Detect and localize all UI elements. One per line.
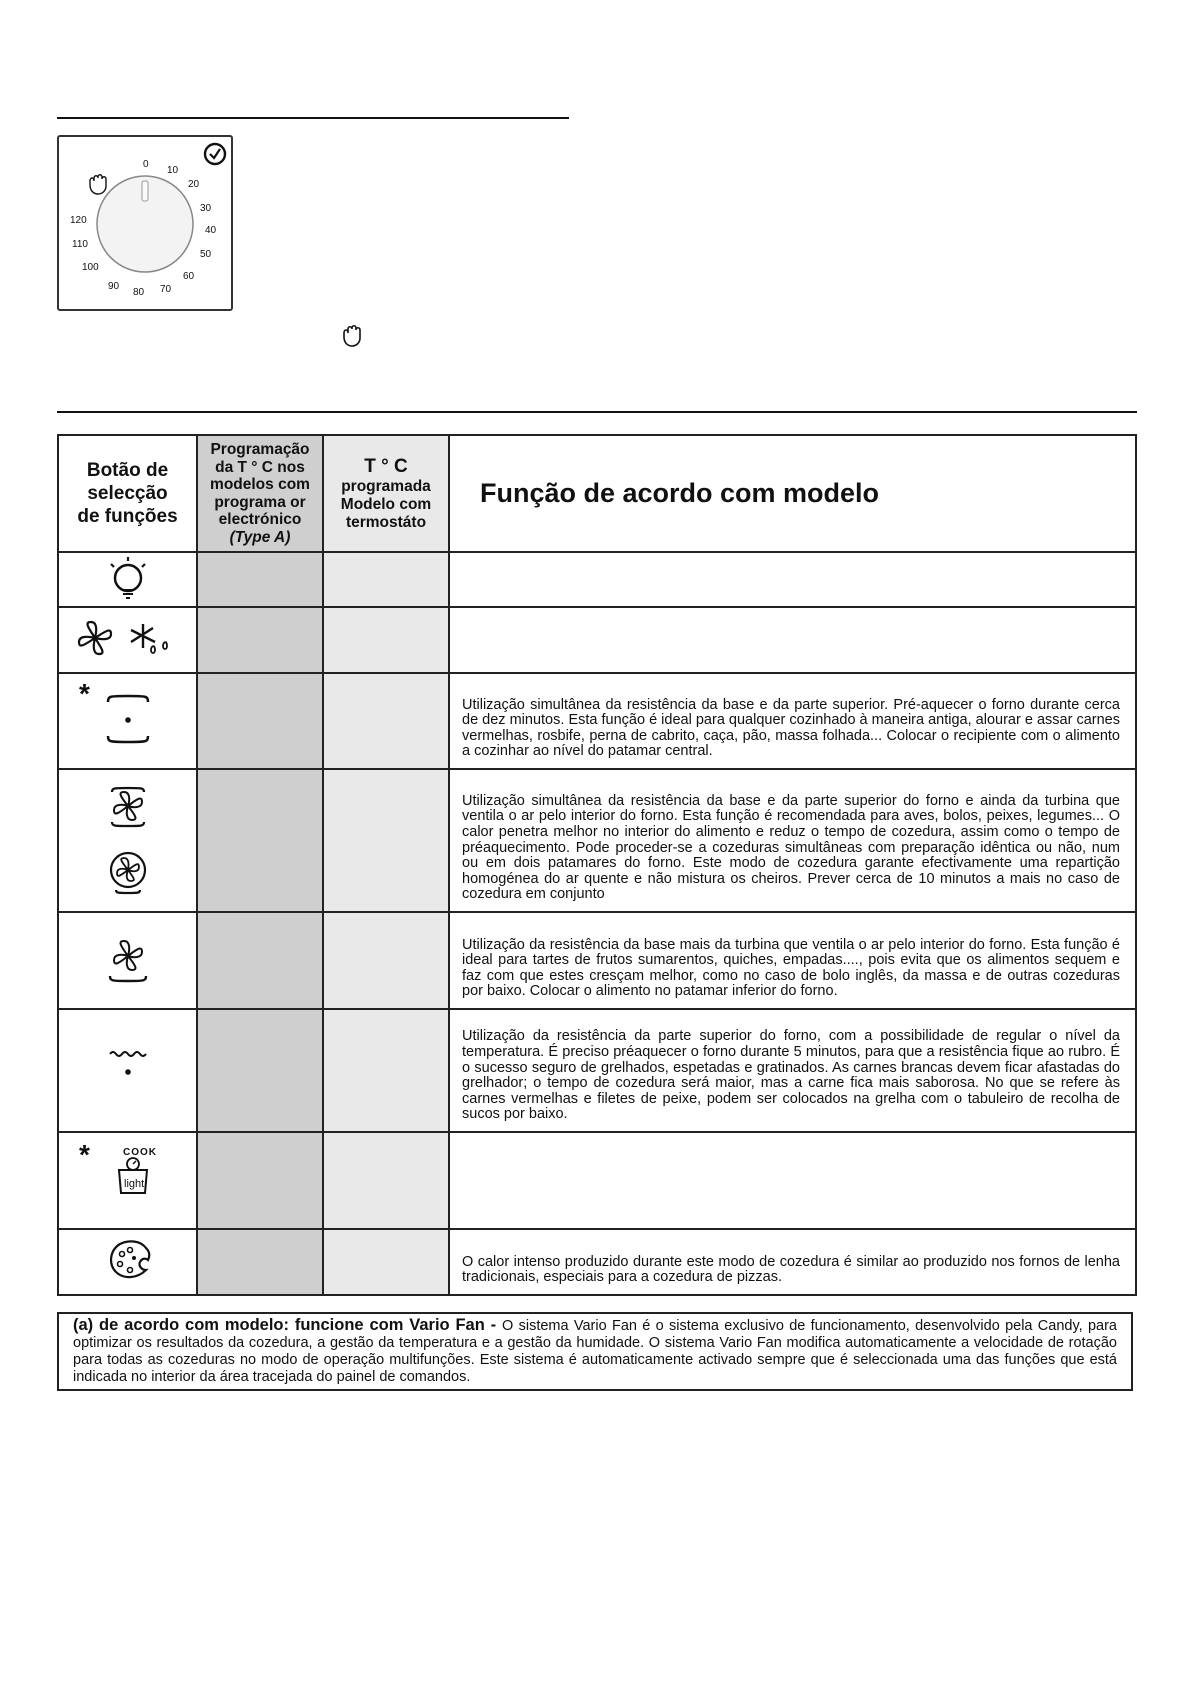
tick-90: 90	[108, 281, 120, 292]
grill-icon	[98, 1038, 158, 1098]
header-programmed-temp: Programação da T ° C nos modelos com programa or electrónico (Type A)	[197, 435, 323, 552]
hand-icon	[90, 175, 106, 194]
top-rule	[57, 117, 569, 119]
tick-30: 30	[200, 203, 212, 214]
tick-40: 40	[205, 225, 217, 236]
table-row	[58, 1132, 1136, 1229]
timer-dial	[59, 137, 231, 309]
oven-lamp-icon	[98, 553, 158, 601]
vario-fan-note	[57, 1312, 1133, 1391]
tick-70: 70	[160, 284, 172, 295]
tick-120: 120	[70, 215, 87, 226]
light-label: light	[123, 1178, 144, 1190]
table-row	[58, 673, 1136, 769]
conventional-heating-icon	[98, 684, 158, 754]
fan-assisted-icon	[98, 778, 158, 898]
function-table	[57, 434, 1137, 1296]
function-description: Utilização da resistência da parte superior do forno, com a possibilidade de regular o nível da temperatura. É preciso préaquecer o forno durante 5 minutos, para que a resistência fique ao rubro. É o sucesso seguro de grelhados, espetadas e gratinados. As carnes brancas devem ficar afastadas do grelhador; o tempo de cozedura será maior, mas a carne fica mais saborosa. No que se refere às carnes vermelhas e filetes de peixe, podem ser colocados na grelha com o tabuleiro de recolha de sucos por baixo.	[449, 1009, 1136, 1132]
fan-bottom-heat-icon	[98, 928, 158, 988]
table-header-row	[58, 435, 1136, 552]
cook-label: COOK	[122, 1147, 157, 1158]
tick-100: 100	[82, 262, 99, 273]
table-row	[58, 769, 1136, 912]
function-description	[449, 607, 1136, 673]
note-lead: (a) de acordo com modelo: funcione com Vario Fan -	[73, 1316, 503, 1334]
fan-defrost-icon	[73, 616, 183, 660]
header-thermostat-temp: T ° C programada Modelo com termostáto	[323, 435, 449, 552]
function-description	[449, 1132, 1136, 1229]
tick-60: 60	[183, 271, 195, 282]
function-description: Utilização simultânea da resistência da base e da parte superior do forno e ainda da turbina que ventila o ar pelo interior do forno. Esta função é recomendada para aves, bolos, peixes, legumes... O calor penetra melhor no interior do alimento e reduz o tempo de cozedura, assim como o tempo de préaquecimento. Pode proceder-se a cozeduras simultâneas com preparação idêntica ou não, num ou em dois patamares do forno. Este modo de cozedura garante efectivamente uma repartição homogénea do ar quente e não mistura os cheiros. Prever cerca de 10 minutos a mais no caso de cozedura em conjunto	[449, 769, 1136, 912]
table-row	[58, 1229, 1136, 1295]
tick-20: 20	[188, 179, 200, 190]
section-rule	[57, 411, 1137, 413]
note-text: O sistema Vario Fan é o sistema exclusivo de funcionamento, desenvolvido pela Candy, para optimizar os resultados da cozedura, a gestão da temperatura e a gestão da humidade. O sistema Vario Fan modifica automaticamente a velocidade de rotação para todas as cozeduras no modo de operação multifunções. Este sistema é automaticamente activado sempre que é seleccionada uma das funções que está indicada no interior da área tracejada do painel de comandos.	[73, 1318, 1117, 1385]
header-function-selector: Botão de selecção de funções	[58, 435, 197, 552]
star-marker: *	[79, 678, 90, 709]
table-row	[58, 607, 1136, 673]
tick-50: 50	[200, 249, 212, 260]
table-row	[58, 1009, 1136, 1132]
star-marker: *	[79, 1139, 90, 1170]
hand-icon	[340, 324, 364, 348]
cook-light-icon	[93, 1143, 163, 1213]
function-description: O calor intenso produzido durante este modo de cozedura é similar ao produzido nos fornos de lenha tradicionais, especiais para a cozedura de pizzas.	[449, 1229, 1136, 1295]
tick-110: 110	[72, 239, 88, 250]
tick-0: 0	[143, 159, 149, 170]
function-description: Utilização da resistência da base mais da turbina que ventila o ar pelo interior do forno. Esta função é ideal para tartes de frutos sumarentos, quiches, empadas...., pois evita que os alimentos sequem e faz com que estes cresçam melhor, como no caso de bolo inglês, da massa e de outras cozeduras por baixo. Colocar o alimento no patamar inferior do forno.	[449, 912, 1136, 1009]
tick-10: 10	[167, 165, 179, 176]
function-description	[449, 552, 1136, 607]
table-row	[58, 552, 1136, 607]
pizza-icon	[98, 1236, 158, 1284]
function-description: Utilização simultânea da resistência da base e da parte superior. Pré-aquecer o forno durante cerca de dez minutos. Esta função é ideal para qualquer cozinhado à maneira antiga, alourar e assar carnes vermelhas, rosbife, perna de cabrito, caça, pão, massa folhada... Colocar o recipiente com o alimento a cozinhar ao nível do patamar central.	[449, 673, 1136, 769]
table-row	[58, 912, 1136, 1009]
clock-icon	[205, 144, 225, 164]
timer-dial-panel	[57, 135, 233, 311]
header-function-description: Função de acordo com modelo	[449, 435, 1136, 552]
tick-80: 80	[133, 287, 145, 298]
